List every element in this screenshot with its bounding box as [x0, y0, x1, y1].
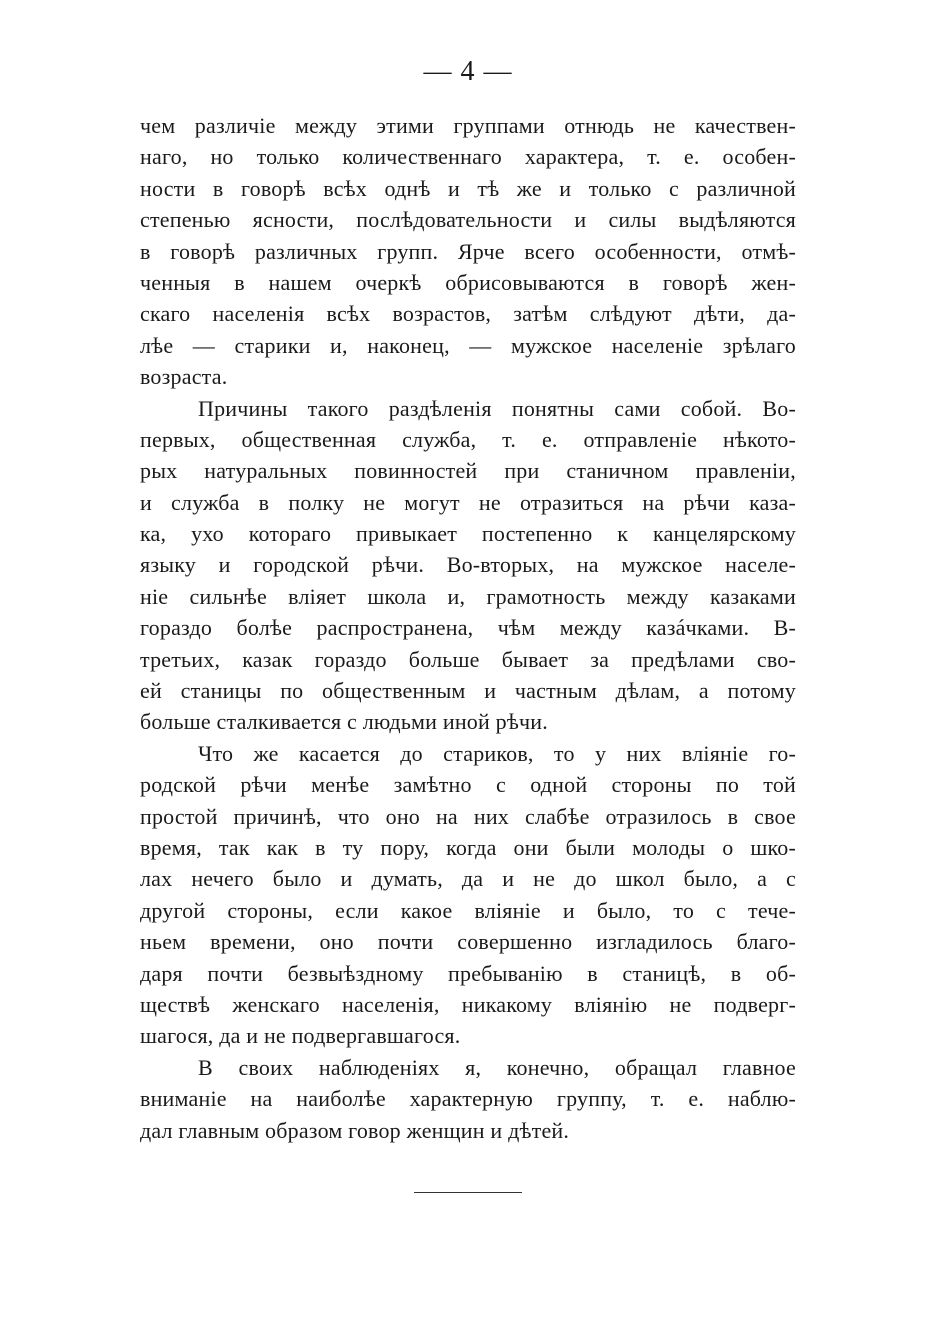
text-line: гораздо болѣе распространена, чѣм между казáчками. В- — [140, 615, 796, 641]
text-line: наго, но только количественнаго характера, т. е. особен- — [140, 144, 796, 170]
text-line: третьих, казак гораздо больше бывает за предѣлами сво- — [140, 646, 796, 672]
text-line: степенью ясности, послѣдовательности и силы выдѣляются — [140, 207, 796, 233]
text-line: время, так как в ту пору, когда они были молоды о шко- — [140, 834, 796, 860]
text-line: ществѣ женскаго населенія, никакому вліянію не подверг- — [140, 991, 796, 1017]
text-line: другой стороны, если какое вліяніе и было, то с тече- — [140, 897, 796, 923]
section-divider — [414, 1192, 522, 1193]
text-line: ченныя в нашем очеркѣ обрисовываются в говорѣ жен- — [140, 269, 796, 295]
text-line: ньем времени, оно почти совершенно изгладилось благо- — [140, 929, 796, 955]
page-number: — 4 — — [423, 56, 513, 87]
text-line: больше сталкивается с людьми иной рѣчи. — [140, 709, 548, 735]
text-line: дал главным образом говор женщин и дѣтей. — [140, 1117, 570, 1143]
text-line: Что же касается до стариков, то у них вліяніе го- — [198, 740, 796, 766]
text-line: даря почти безвыѣздному пребыванію в станицѣ, в об- — [140, 960, 796, 986]
paragraph-4 — [140, 1052, 796, 1146]
text-line: и служба в полку не могут не отразиться на рѣчи каза- — [140, 489, 796, 515]
text-line: вниманіе на наиболѣе характерную группу, т. е. наблю- — [140, 1086, 796, 1112]
text-line: ніе сильнѣе вліяет школа и, грамотность между казаками — [140, 583, 796, 609]
text-line: лах нечего было и думать, да и не до школ было, а с — [140, 866, 796, 892]
text-line: чем различіе между этими группами отнюдь не качествен- — [140, 113, 796, 138]
text-line: первых, общественная служба, т. е. отправленіе нѣкото- — [140, 426, 796, 452]
text-line: родской рѣчи менѣе замѣтно с одной стороны по той — [140, 772, 796, 798]
text-line: языку и городской рѣчи. Во-вторых, на мужское населе- — [140, 552, 796, 578]
paragraph-3 — [140, 738, 796, 1052]
text-line: шагося, да и не подвергавшагося. — [140, 1023, 461, 1049]
text-line: в говорѣ различных групп. Ярче всего особенности, отмѣ- — [140, 238, 796, 264]
text-line: ности в говорѣ всѣх однѣ и тѣ же и только с различной — [140, 175, 796, 201]
text-line: ка, ухо котораго привыкает постепенно к канцелярскому — [140, 521, 796, 547]
body-text — [140, 110, 796, 1146]
text-line: скаго населенія всѣх возрастов, затѣм слѣдуют дѣти, да- — [140, 301, 796, 327]
text-line: рых натуральных повинностей при станичном правленіи, — [140, 458, 796, 484]
text-line: ей станицы по общественным и частным дѣлам, а потому — [140, 678, 796, 704]
text-line: лѣе — старики и, наконец, — мужское населеніе зрѣлаго — [140, 332, 796, 358]
text-line: возраста. — [140, 364, 228, 390]
text-line: В своих наблюденіях я, конечно, обращал главное — [198, 1054, 796, 1080]
paragraph-1 — [140, 110, 796, 393]
paragraph-2 — [140, 393, 796, 738]
text-line: простой причинѣ, что оно на них слабѣе отразилось в свое — [140, 803, 796, 829]
text-line: Причины такого раздѣленія понятны сами собой. Во- — [198, 395, 796, 421]
